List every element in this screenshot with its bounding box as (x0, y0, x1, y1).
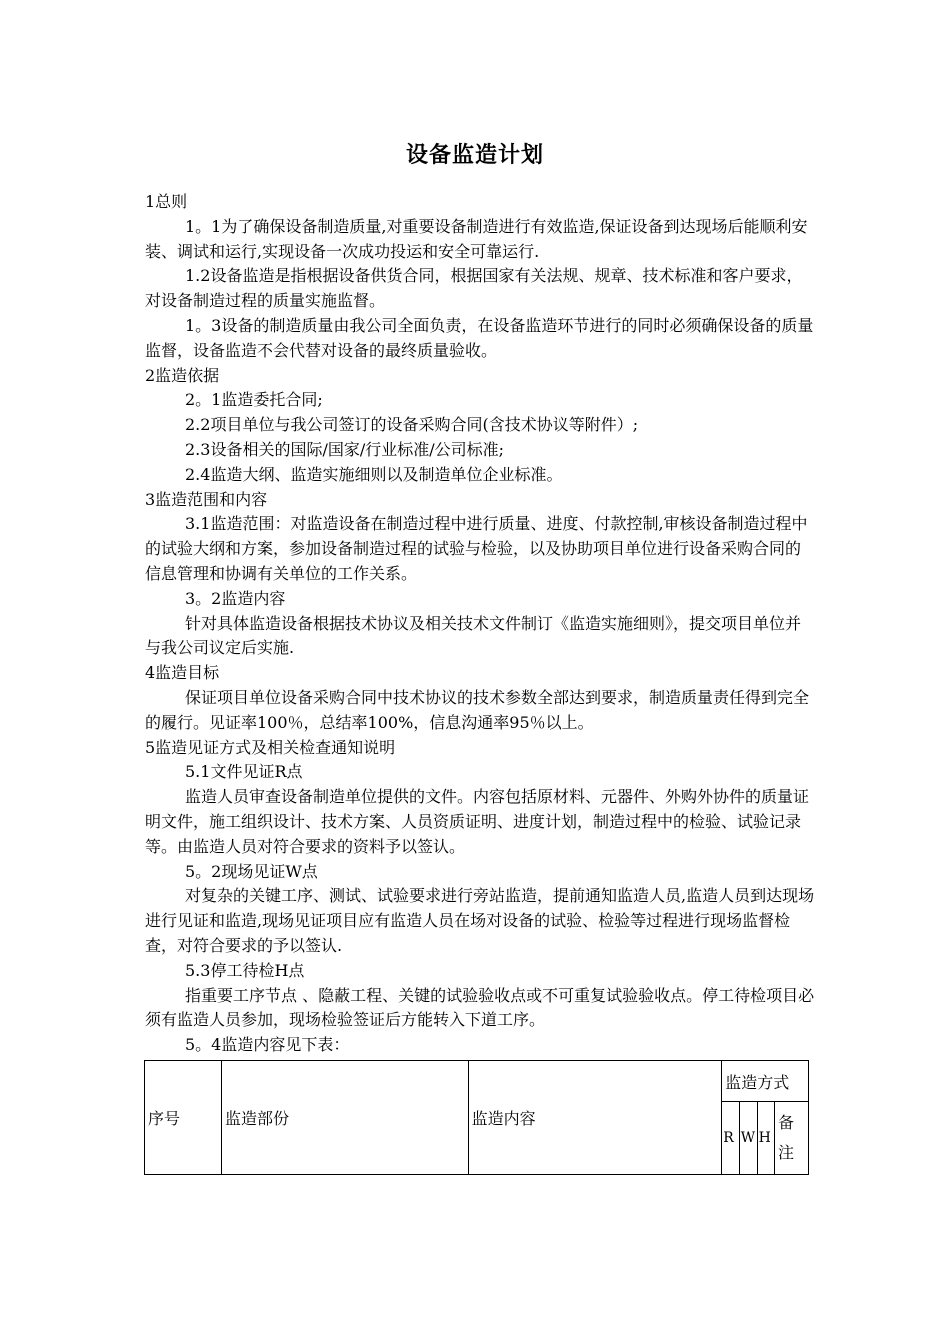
paragraph: 对复杂的关键工序、测试、试验要求进行旁站监造，提前通知监造人员,监造人员到达现场进行见证和监造,现场见证项目应有监造人员在场对设备的试验、检验等过程进行现场监督检查，对符合要求的予以签认. (145, 886, 815, 955)
table-header-row (145, 1061, 809, 1102)
header-mode: 监造方式 (722, 1061, 809, 1102)
section-heading: 2监造依据 (145, 365, 220, 385)
header-part: 监造部份 (222, 1061, 469, 1175)
subsection-heading: 5.1文件见证R点 (185, 762, 303, 782)
supervision-table (144, 1060, 809, 1175)
header-note: 备注 (775, 1102, 809, 1175)
document-body (145, 190, 815, 1058)
paragraph: 指重要工序节点 、隐蔽工程、关键的试验验收点或不可重复试验验收点。停工待检项目必须有监造人员参加，现场检验签证后方能转入下道工序。 (145, 985, 815, 1030)
paragraph: 3.1监造范围：对监造设备在制造过程中进行质量、进度、付款控制,审核设备制造过程中的试验大纲和方案，参加设备制造过程的试验与检验，以及协助项目单位进行设备采购合同的信息管理和协调有关单位的工作关系。 (145, 514, 808, 583)
paragraph: 监造人员审查设备制造单位提供的文件。内容包括原材料、元器件、外购外协件的质量证明文件，施工组织设计、技术方案、人员资质证明、进度计划，制造过程中的检验、试验记录等。由监造人员对符合要求的资料予以签认。 (145, 787, 810, 856)
document-title: 设备监造计划 (405, 143, 544, 168)
paragraph: 针对具体监造设备根据技术协议及相关技术文件制订《监造实施细则》，提交项目单位并与我公司议定后实施. (145, 613, 802, 658)
list-item: 2。1监造委托合同; (185, 390, 323, 410)
header-content: 监造内容 (468, 1061, 722, 1175)
subsection-heading: 5。4监造内容见下表： (185, 1035, 350, 1055)
header-r: R (722, 1102, 739, 1175)
paragraph: 1。1为了确保设备制造质量,对重要设备制造进行有效监造,保证设备到达现场后能顺利安装、调试和运行,实现设备一次成功投运和安全可靠运行. (145, 216, 808, 261)
paragraph: 保证项目单位设备采购合同中技术协议的技术参数全部达到要求，制造质量责任得到完全的履行。见证率100％，总结率100%，信息沟通率95％以上。 (145, 687, 810, 732)
section-heading: 3监造范围和内容 (145, 489, 268, 509)
header-h: H (757, 1102, 774, 1175)
subsection-heading: 3。2监造内容 (185, 588, 286, 608)
list-item: 2.4监造大纲、监造实施细则以及制造单位企业标准。 (185, 464, 563, 484)
header-w: W (739, 1102, 757, 1175)
paragraph: 1.2设备监造是指根据设备供货合同，根据国家有关法规、规章、技术标准和客户要求，对设备制造过程的质量实施监督。 (145, 266, 803, 311)
list-item: 2.3设备相关的国际/国家/行业标准/公司标准; (185, 439, 505, 459)
section-heading: 5监造见证方式及相关检查通知说明 (145, 737, 396, 757)
subsection-heading: 5。2现场见证W点 (185, 861, 318, 881)
section-heading: 1总则 (145, 192, 188, 211)
subsection-heading: 5.3停工待检H点 (185, 960, 305, 980)
section-heading: 4监造目标 (145, 663, 220, 683)
paragraph: 1。3设备的制造质量由我公司全面负责，在设备监造环节进行的同时必须确保设备的质量监督，设备监造不会代替对设备的最终质量验收。 (145, 315, 814, 360)
list-item: 2.2项目单位与我公司签订的设备采购合同(含技术协议等附件）; (185, 415, 639, 435)
header-seq: 序号 (145, 1061, 222, 1175)
